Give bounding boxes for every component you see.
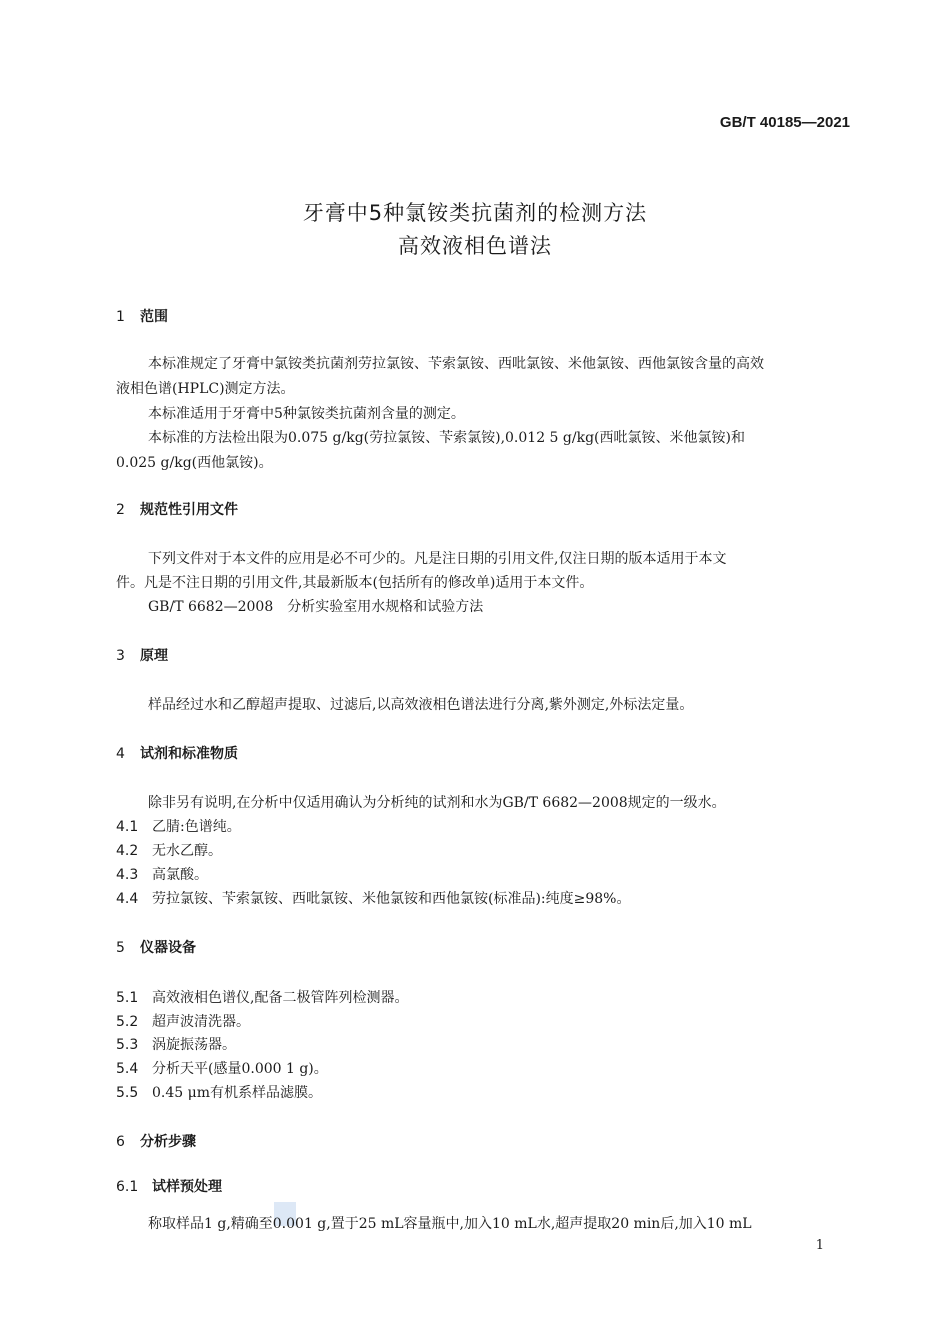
list-item (116, 816, 241, 836)
section-title: 范围 (140, 309, 168, 325)
section-heading-principle (116, 645, 168, 665)
section-title: 分析步骤 (140, 1134, 196, 1150)
section-number: 3 (116, 648, 125, 664)
list-item (116, 840, 222, 860)
item-text: 乙腈:色谱纯。 (152, 819, 241, 835)
subsection-heading-sample-pretreatment (116, 1176, 222, 1196)
list-item (116, 1034, 236, 1054)
list-item (116, 1011, 250, 1031)
item-text: 超声波清洗器。 (152, 1014, 250, 1030)
document-title: 牙膏中5种氯铵类抗菌剂的检测方法 (302, 201, 648, 225)
paragraph-continuation: 件。凡是不注日期的引用文件,其最新版本(包括所有的修改单)适用于本文件。 (116, 575, 594, 591)
item-text: 涡旋振荡器。 (152, 1037, 236, 1053)
list-item (116, 1058, 328, 1078)
item-text: 劳拉氯铵、苄索氯铵、西吡氯铵、米他氯铵和西他氯铵(标准品):纯度≥98%。 (152, 891, 631, 907)
subsection-number: 6.1 (116, 1179, 139, 1195)
item-number: 4.4 (116, 891, 139, 907)
standard-code: GB/T 40185—2021 (719, 114, 850, 131)
section-number: 2 (116, 502, 125, 518)
section-heading-apparatus (116, 937, 196, 957)
paragraph: 下列文件对于本文件的应用是必不可少的。凡是注日期的引用文件,仅注日期的版本适用于本文 (148, 551, 727, 567)
item-number: 4.1 (116, 819, 139, 835)
paragraph: 除非另有说明,在分析中仅适用确认为分析纯的试剂和水为GB/T 6682—2008规定的一级水。 (148, 795, 726, 811)
section-heading-scope (116, 306, 168, 326)
section-title: 原理 (140, 648, 168, 664)
item-text: 高效液相色谱仪,配备二极管阵列检测器。 (152, 990, 409, 1006)
list-item (116, 987, 408, 1007)
section-heading-normative-references (116, 499, 238, 519)
list-item (116, 864, 208, 884)
paragraph-continuation: 0.025 g/kg(西他氯铵)。 (116, 455, 273, 471)
paragraph: 本标准适用于牙膏中5种氯铵类抗菌剂含量的测定。 (148, 406, 465, 422)
paragraph: 称取样品1 g,精确至0.001 g,置于25 mL容量瓶中,加入10 mL水,超声提取20 min后,加入10 mL (148, 1216, 752, 1232)
item-number: 4.3 (116, 867, 139, 883)
item-number: 5.4 (116, 1061, 139, 1077)
paragraph: 样品经过水和乙醇超声提取、过滤后,以高效液相色谱法进行分离,紫外测定,外标法定量。 (148, 697, 694, 713)
item-text: 分析天平(感量0.000 1 g)。 (152, 1061, 328, 1077)
section-number: 4 (116, 746, 125, 762)
section-title: 仪器设备 (140, 940, 196, 956)
paragraph: 本标准的方法检出限为0.075 g/kg(劳拉氯铵、苄索氯铵),0.012 5 g/kg(西吡氯铵、米他氯铵)和 (148, 430, 745, 446)
document-subtitle: 高效液相色谱法 (398, 234, 552, 258)
item-number: 5.5 (116, 1085, 139, 1101)
page-number: 1 (815, 1238, 824, 1253)
item-text: 0.45 μm有机系样品滤膜。 (152, 1085, 322, 1101)
item-number: 4.2 (116, 843, 139, 859)
section-number: 1 (116, 309, 125, 325)
list-item (116, 888, 631, 908)
reference-entry: GB/T 6682—2008 分析实验室用水规格和试验方法 (148, 599, 484, 615)
paragraph-continuation: 液相色谱(HPLC)测定方法。 (116, 381, 295, 397)
item-number: 5.1 (116, 990, 139, 1006)
item-text: 高氯酸。 (152, 867, 208, 883)
section-title: 试剂和标准物质 (140, 746, 238, 762)
section-title: 规范性引用文件 (140, 502, 238, 518)
section-number: 5 (116, 940, 125, 956)
section-heading-reagents (116, 743, 238, 763)
item-text: 无水乙醇。 (152, 843, 222, 859)
section-heading-procedure (116, 1131, 196, 1151)
paragraph: 本标准规定了牙膏中氯铵类抗菌剂劳拉氯铵、苄索氯铵、西吡氯铵、米他氯铵、西他氯铵含量的高效 (148, 356, 764, 372)
item-number: 5.2 (116, 1014, 139, 1030)
section-number: 6 (116, 1134, 125, 1150)
list-item (116, 1082, 322, 1102)
item-number: 5.3 (116, 1037, 139, 1053)
subsection-title: 试样预处理 (152, 1179, 222, 1195)
